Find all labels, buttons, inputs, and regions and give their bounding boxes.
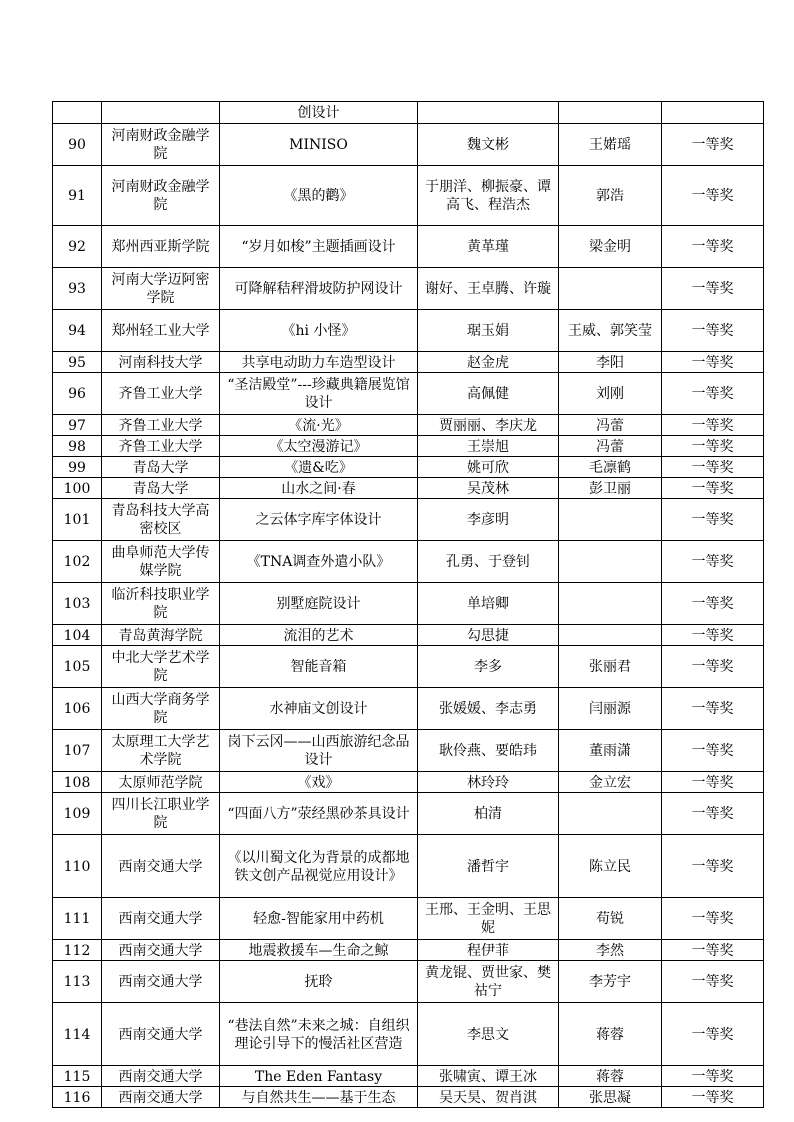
cell-award: 一等奖 bbox=[662, 1003, 764, 1066]
cell-advisor bbox=[559, 625, 662, 646]
table-row bbox=[53, 373, 764, 415]
cell-no: 108 bbox=[53, 772, 102, 793]
cell-school: 西南交通大学 bbox=[102, 835, 220, 898]
cell-advisor bbox=[559, 793, 662, 835]
cell-work: 流泪的艺术 bbox=[220, 625, 418, 646]
table-row bbox=[53, 436, 764, 457]
cell-advisor: 李阳 bbox=[559, 352, 662, 373]
cell-authors: 姚可欣 bbox=[418, 457, 559, 478]
cell-no: 107 bbox=[53, 730, 102, 772]
cell-school: 四川长江职业学院 bbox=[102, 793, 220, 835]
cell-work: The Eden Fantasy bbox=[220, 1066, 418, 1087]
cell-authors: 林玲玲 bbox=[418, 772, 559, 793]
table-row bbox=[53, 583, 764, 625]
table-row bbox=[53, 793, 764, 835]
cell-work: “四面八方”荥经黑砂茶具设计 bbox=[220, 793, 418, 835]
cell-authors: 贾丽丽、李庆龙 bbox=[418, 415, 559, 436]
cell-award: 一等奖 bbox=[662, 583, 764, 625]
table-row bbox=[53, 730, 764, 772]
cell-award: 一等奖 bbox=[662, 226, 764, 268]
cell-no: 96 bbox=[53, 373, 102, 415]
cell-advisor: 郭浩 bbox=[559, 166, 662, 226]
cell-advisor: 彭卫丽 bbox=[559, 478, 662, 499]
cell-award: 一等奖 bbox=[662, 961, 764, 1003]
cell-school: 青岛大学 bbox=[102, 457, 220, 478]
table-row bbox=[53, 352, 764, 373]
cell-authors: 李彦明 bbox=[418, 499, 559, 541]
cell-award: 一等奖 bbox=[662, 541, 764, 583]
cell-award: 一等奖 bbox=[662, 499, 764, 541]
cell-no: 112 bbox=[53, 940, 102, 961]
cell-authors: 魏文彬 bbox=[418, 124, 559, 166]
table-row bbox=[53, 961, 764, 1003]
cell-work: 山水之间·春 bbox=[220, 478, 418, 499]
cell-authors: 孔勇、于登钊 bbox=[418, 541, 559, 583]
cell-work: 可降解秸秤滑坡防护网设计 bbox=[220, 268, 418, 310]
cell-authors: 潘哲宇 bbox=[418, 835, 559, 898]
cell-work: 抚聆 bbox=[220, 961, 418, 1003]
cell-no: 102 bbox=[53, 541, 102, 583]
cell-authors: 张媛媛、李志勇 bbox=[418, 688, 559, 730]
cell-school: 西南交通大学 bbox=[102, 1066, 220, 1087]
cell-advisor: 张丽君 bbox=[559, 646, 662, 688]
table-row bbox=[53, 310, 764, 352]
cell-school: 西南交通大学 bbox=[102, 898, 220, 940]
cell-no: 93 bbox=[53, 268, 102, 310]
cell-school: 郑州轻工业大学 bbox=[102, 310, 220, 352]
cell-no: 103 bbox=[53, 583, 102, 625]
cell-work: 《以川蜀文化为背景的成都地铁文创产品视觉应用设计》 bbox=[220, 835, 418, 898]
cell-no: 90 bbox=[53, 124, 102, 166]
cell-authors: 琚玉娟 bbox=[418, 310, 559, 352]
cell-school: 西南交通大学 bbox=[102, 961, 220, 1003]
table-row bbox=[53, 457, 764, 478]
cell-school: 齐鲁工业大学 bbox=[102, 373, 220, 415]
cell-work: 岗下云冈——山西旅游纪念品设计 bbox=[220, 730, 418, 772]
cell-no: 105 bbox=[53, 646, 102, 688]
cell-authors: 张啸寅、谭王冰 bbox=[418, 1066, 559, 1087]
table-row bbox=[53, 226, 764, 268]
cell-advisor bbox=[559, 102, 662, 124]
cell-award: 一等奖 bbox=[662, 1066, 764, 1087]
table-row bbox=[53, 1066, 764, 1087]
cell-work: 地震救援车—生命之鲸 bbox=[220, 940, 418, 961]
cell-award: 一等奖 bbox=[662, 793, 764, 835]
cell-no: 99 bbox=[53, 457, 102, 478]
cell-work: MINISO bbox=[220, 124, 418, 166]
cell-work: 别墅庭院设计 bbox=[220, 583, 418, 625]
cell-authors: 单培卿 bbox=[418, 583, 559, 625]
cell-no: 116 bbox=[53, 1087, 102, 1108]
cell-school: 太原师范学院 bbox=[102, 772, 220, 793]
cell-advisor: 毛凛鹤 bbox=[559, 457, 662, 478]
table-row bbox=[53, 499, 764, 541]
table-row bbox=[53, 268, 764, 310]
cell-work: 与自然共生——基于生态 bbox=[220, 1087, 418, 1108]
cell-work: 轻愈-智能家用中药机 bbox=[220, 898, 418, 940]
cell-no: 114 bbox=[53, 1003, 102, 1066]
cell-work: “圣洁殿堂”---珍藏典籍展览馆设计 bbox=[220, 373, 418, 415]
cell-advisor: 闫丽源 bbox=[559, 688, 662, 730]
cell-work: 《hi 小怪》 bbox=[220, 310, 418, 352]
cell-award: 一等奖 bbox=[662, 646, 764, 688]
cell-advisor: 冯蕾 bbox=[559, 436, 662, 457]
cell-authors: 赵金虎 bbox=[418, 352, 559, 373]
continuation-row bbox=[53, 102, 764, 124]
cell-authors: 吴天昊、贺肖淇 bbox=[418, 1087, 559, 1108]
cell-advisor bbox=[559, 499, 662, 541]
cell-award: 一等奖 bbox=[662, 625, 764, 646]
cell-award: 一等奖 bbox=[662, 730, 764, 772]
cell-work: 水神庙文创设计 bbox=[220, 688, 418, 730]
cell-school: 青岛大学 bbox=[102, 478, 220, 499]
table-row bbox=[53, 1003, 764, 1066]
table-row bbox=[53, 646, 764, 688]
cell-no: 104 bbox=[53, 625, 102, 646]
cell-authors: 程伊菲 bbox=[418, 940, 559, 961]
cell-school: 郑州西亚斯学院 bbox=[102, 226, 220, 268]
cell-award: 一等奖 bbox=[662, 898, 764, 940]
cell-authors: 吴茂林 bbox=[418, 478, 559, 499]
cell-advisor: 李然 bbox=[559, 940, 662, 961]
table-row bbox=[53, 772, 764, 793]
cell-no: 111 bbox=[53, 898, 102, 940]
cell-no: 92 bbox=[53, 226, 102, 268]
cell-authors: 李多 bbox=[418, 646, 559, 688]
cell-school: 河南科技大学 bbox=[102, 352, 220, 373]
cell-advisor: 董雨潇 bbox=[559, 730, 662, 772]
cell-award: 一等奖 bbox=[662, 352, 764, 373]
cell-advisor: 王威、郭笑莹 bbox=[559, 310, 662, 352]
cell-authors: 李思文 bbox=[418, 1003, 559, 1066]
cell-school: 青岛黄海学院 bbox=[102, 625, 220, 646]
cell-work: “岁月如梭”主题插画设计 bbox=[220, 226, 418, 268]
cell-school: 河南大学迈阿密学院 bbox=[102, 268, 220, 310]
cell-no: 110 bbox=[53, 835, 102, 898]
cell-no: 115 bbox=[53, 1066, 102, 1087]
cell-award: 一等奖 bbox=[662, 310, 764, 352]
table-row bbox=[53, 478, 764, 499]
cell-no: 91 bbox=[53, 166, 102, 226]
table-row bbox=[53, 1087, 764, 1108]
cell-advisor: 王婼瑶 bbox=[559, 124, 662, 166]
table-row bbox=[53, 415, 764, 436]
cell-school: 太原理工大学艺术学院 bbox=[102, 730, 220, 772]
cell-authors: 王崇旭 bbox=[418, 436, 559, 457]
table-row bbox=[53, 541, 764, 583]
cell-authors: 于朋洋、柳振豪、谭高飞、程浩杰 bbox=[418, 166, 559, 226]
cell-work: 共享电动助力车造型设计 bbox=[220, 352, 418, 373]
table-row bbox=[53, 166, 764, 226]
cell-school: 中北大学艺术学院 bbox=[102, 646, 220, 688]
cell-work: 《TNA调查外遣小队》 bbox=[220, 541, 418, 583]
cell-advisor bbox=[559, 268, 662, 310]
cell-advisor: 梁金明 bbox=[559, 226, 662, 268]
cell-award: 一等奖 bbox=[662, 688, 764, 730]
cell-award: 一等奖 bbox=[662, 478, 764, 499]
awards-table-body bbox=[53, 102, 764, 1108]
cell-award: 一等奖 bbox=[662, 373, 764, 415]
table-row bbox=[53, 688, 764, 730]
cell-school: 河南财政金融学院 bbox=[102, 124, 220, 166]
cell-advisor: 刘刚 bbox=[559, 373, 662, 415]
cell-authors bbox=[418, 102, 559, 124]
cell-work: 《遗&吃》 bbox=[220, 457, 418, 478]
cell-work: 《戏》 bbox=[220, 772, 418, 793]
cell-no: 95 bbox=[53, 352, 102, 373]
cell-authors: 谢好、王卓腾、许璇 bbox=[418, 268, 559, 310]
cell-school: 齐鲁工业大学 bbox=[102, 436, 220, 457]
cell-no: 94 bbox=[53, 310, 102, 352]
cell-advisor bbox=[559, 541, 662, 583]
cell-no: 106 bbox=[53, 688, 102, 730]
cell-award: 一等奖 bbox=[662, 835, 764, 898]
cell-school: 山西大学商务学院 bbox=[102, 688, 220, 730]
cell-work: 《黑的鹳》 bbox=[220, 166, 418, 226]
cell-school: 河南财政金融学院 bbox=[102, 166, 220, 226]
awards-table bbox=[52, 101, 764, 1108]
cell-award: 一等奖 bbox=[662, 1087, 764, 1108]
cell-authors: 黄龙锟、贾世家、樊祜宁 bbox=[418, 961, 559, 1003]
cell-award: 一等奖 bbox=[662, 124, 764, 166]
cell-award bbox=[662, 102, 764, 124]
cell-advisor: 陈立民 bbox=[559, 835, 662, 898]
cell-no: 101 bbox=[53, 499, 102, 541]
cell-school: 临沂科技职业学院 bbox=[102, 583, 220, 625]
cell-authors: 柏清 bbox=[418, 793, 559, 835]
cell-award: 一等奖 bbox=[662, 436, 764, 457]
cell-no: 97 bbox=[53, 415, 102, 436]
cell-advisor: 苟锐 bbox=[559, 898, 662, 940]
table-row bbox=[53, 625, 764, 646]
cell-school: 齐鲁工业大学 bbox=[102, 415, 220, 436]
cell-no: 98 bbox=[53, 436, 102, 457]
cell-no: 113 bbox=[53, 961, 102, 1003]
table-row bbox=[53, 835, 764, 898]
table-row bbox=[53, 940, 764, 961]
cell-award: 一等奖 bbox=[662, 166, 764, 226]
cell-advisor bbox=[559, 583, 662, 625]
table-row bbox=[53, 898, 764, 940]
cell-advisor: 蒋蓉 bbox=[559, 1003, 662, 1066]
cell-school bbox=[102, 102, 220, 124]
cell-award: 一等奖 bbox=[662, 268, 764, 310]
cell-authors: 勾思捷 bbox=[418, 625, 559, 646]
cell-no bbox=[53, 102, 102, 124]
cell-award: 一等奖 bbox=[662, 772, 764, 793]
cell-work: 创设计 bbox=[220, 102, 418, 124]
cell-authors: 高佩健 bbox=[418, 373, 559, 415]
cell-award: 一等奖 bbox=[662, 457, 764, 478]
cell-authors: 耿伶燕、要皓玮 bbox=[418, 730, 559, 772]
cell-work: “巷法自然”未来之城：自组织理论引导下的慢活社区营造 bbox=[220, 1003, 418, 1066]
cell-school: 西南交通大学 bbox=[102, 1003, 220, 1066]
cell-advisor: 冯蕾 bbox=[559, 415, 662, 436]
cell-work: 《太空漫游记》 bbox=[220, 436, 418, 457]
cell-authors: 王邢、王金明、王思妮 bbox=[418, 898, 559, 940]
cell-award: 一等奖 bbox=[662, 415, 764, 436]
cell-advisor: 蒋蓉 bbox=[559, 1066, 662, 1087]
cell-school: 西南交通大学 bbox=[102, 940, 220, 961]
cell-advisor: 张思凝 bbox=[559, 1087, 662, 1108]
cell-school: 曲阜师范大学传媒学院 bbox=[102, 541, 220, 583]
cell-award: 一等奖 bbox=[662, 940, 764, 961]
cell-authors: 黄革瑾 bbox=[418, 226, 559, 268]
cell-school: 青岛科技大学高密校区 bbox=[102, 499, 220, 541]
cell-work: 之云体字库字体设计 bbox=[220, 499, 418, 541]
cell-no: 100 bbox=[53, 478, 102, 499]
cell-no: 109 bbox=[53, 793, 102, 835]
cell-work: 《流·光》 bbox=[220, 415, 418, 436]
cell-school: 西南交通大学 bbox=[102, 1087, 220, 1108]
table-row bbox=[53, 124, 764, 166]
cell-advisor: 金立宏 bbox=[559, 772, 662, 793]
cell-advisor: 李芳宇 bbox=[559, 961, 662, 1003]
cell-work: 智能音箱 bbox=[220, 646, 418, 688]
